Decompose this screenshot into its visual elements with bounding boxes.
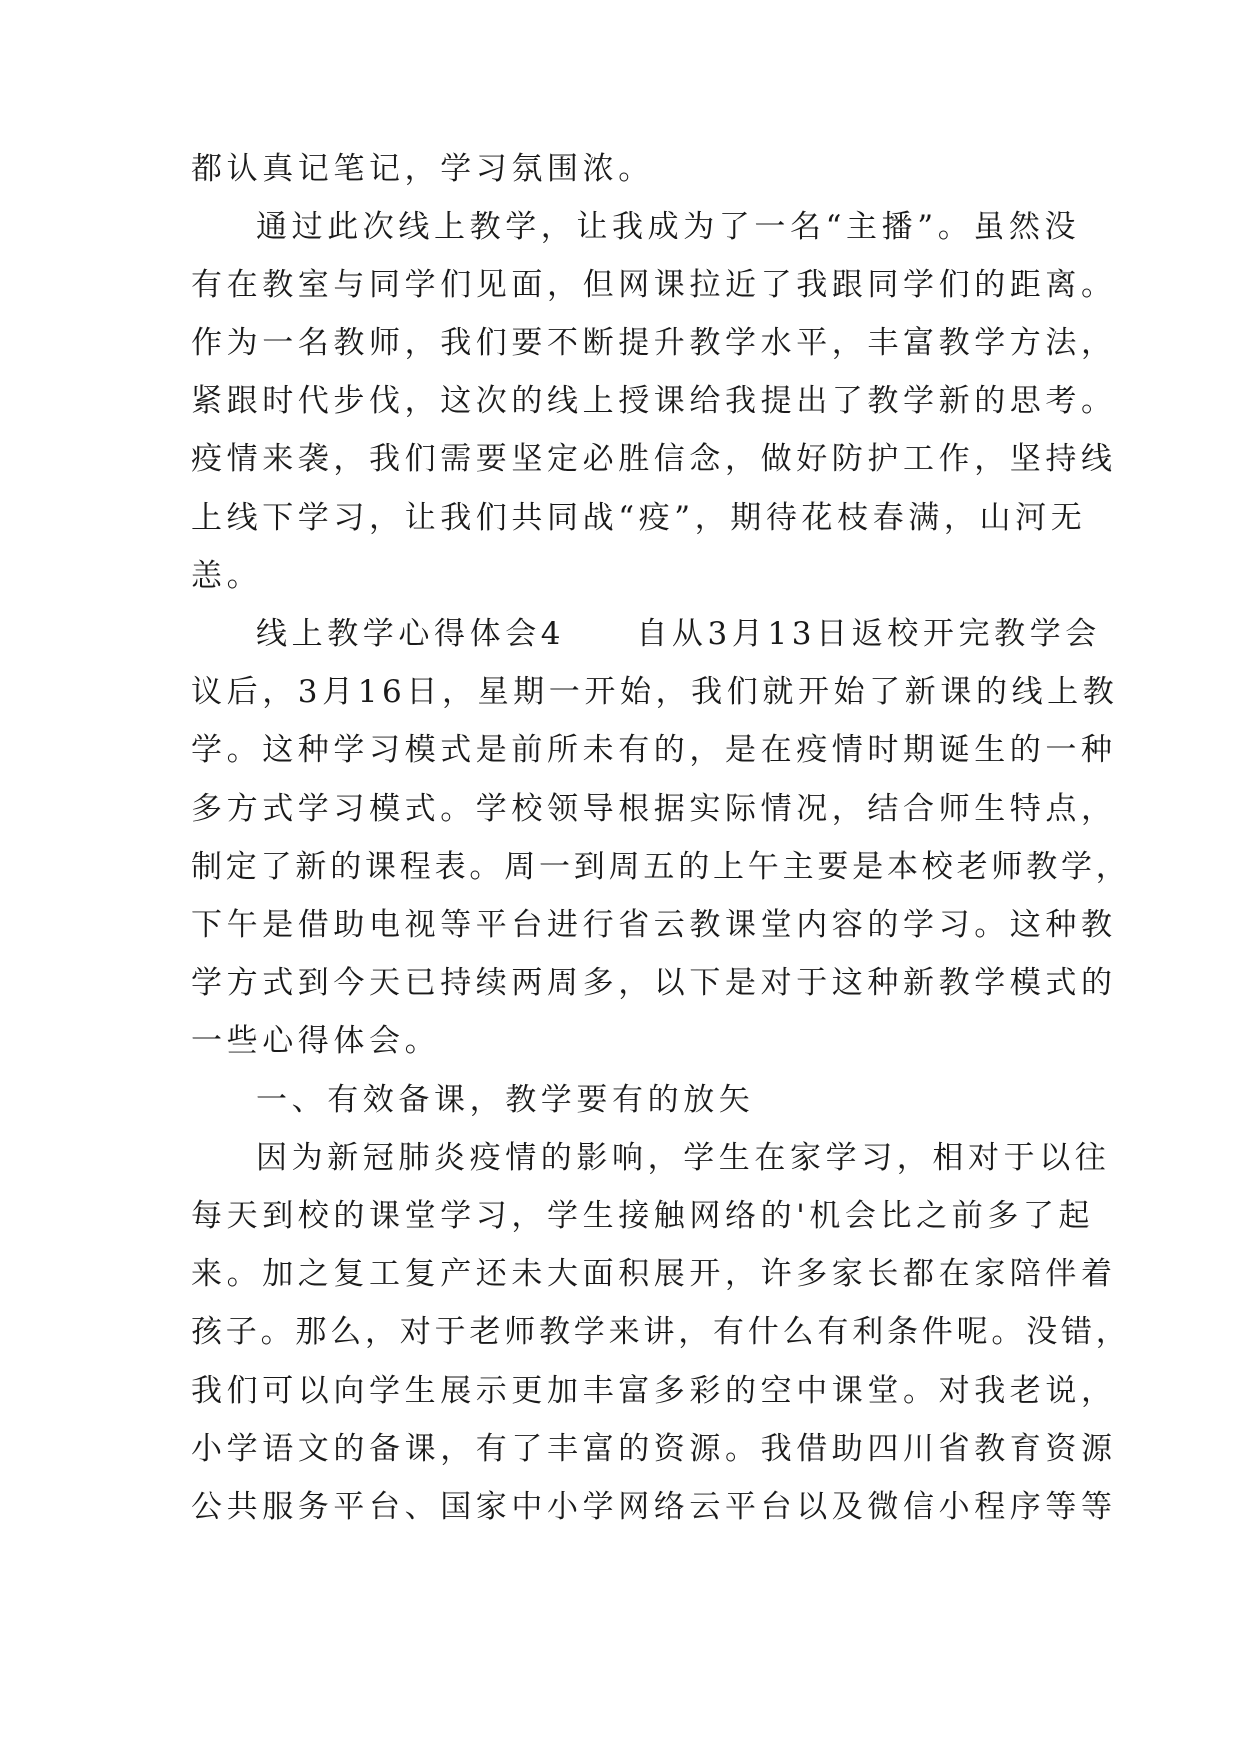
text-line: 有在教室与同学们见面，但网课拉近了我跟同学们的距离。 — [191, 267, 1117, 303]
text-line: 孩子。那么，对于老师教学来讲，有什么有利条件呢。没错， — [191, 1314, 1131, 1350]
text-line: 公共服务平台、国家中小学网络云平台以及微信小程序等等 — [191, 1489, 1117, 1525]
text-line: 学。这种学习模式是前所未有的，是在疫情时期诞生的一种 — [191, 732, 1117, 768]
text-line: 每天到校的课堂学习，学生接触网络的'机会比之前多了起 — [191, 1198, 1095, 1234]
text-line: 学方式到今天已持续两周多，以下是对于这种新教学模式的 — [191, 965, 1117, 1001]
text-line: 多方式学习模式。学校领导根据实际情况，结合师生特点， — [191, 791, 1117, 827]
text-line: 通过此次线上教学，让我成为了一名“主播”。虽然没 — [256, 209, 1081, 245]
text-line: 一些心得体会。 — [191, 1023, 441, 1059]
text-line: 线上教学心得体会4 自从3月13日返校开完教学会 — [256, 616, 1101, 652]
section-heading: 一、有效备课，教学要有的放矢 — [256, 1082, 755, 1118]
text-line: 下午是借助电视等平台进行省云教课堂内容的学习。这种教 — [191, 907, 1117, 943]
text-line: 恙。 — [191, 558, 263, 594]
text-line: 紧跟时代步伐，这次的线上授课给我提出了教学新的思考。 — [191, 383, 1117, 419]
text-line: 小学语文的备课，有了丰富的资源。我借助四川省教育资源 — [191, 1431, 1117, 1467]
text-line: 议后，3月16日，星期一开始，我们就开始了新课的线上教 — [191, 674, 1119, 710]
text-line: 我们可以向学生展示更加丰富多彩的空中课堂。对我老说， — [191, 1373, 1117, 1409]
text-line: 疫情来袭，我们需要坚定必胜信念，做好防护工作，坚持线 — [191, 441, 1117, 477]
text-line: 上线下学习，让我们共同战“疫”，期待花枝春满，山河无 — [191, 500, 1087, 536]
text-line: 都认真记笔记，学习氛围浓。 — [191, 151, 654, 187]
text-line: 来。加之复工复产还未大面积展开，许多家长都在家陪伴着 — [191, 1256, 1117, 1292]
text-line: 制定了新的课程表。周一到周五的上午主要是本校老师教学， — [191, 849, 1131, 885]
text-line: 因为新冠肺炎疫情的影响，学生在家学习，相对于以往 — [256, 1140, 1111, 1176]
text-line: 作为一名教师，我们要不断提升教学水平，丰富教学方法， — [191, 325, 1117, 361]
